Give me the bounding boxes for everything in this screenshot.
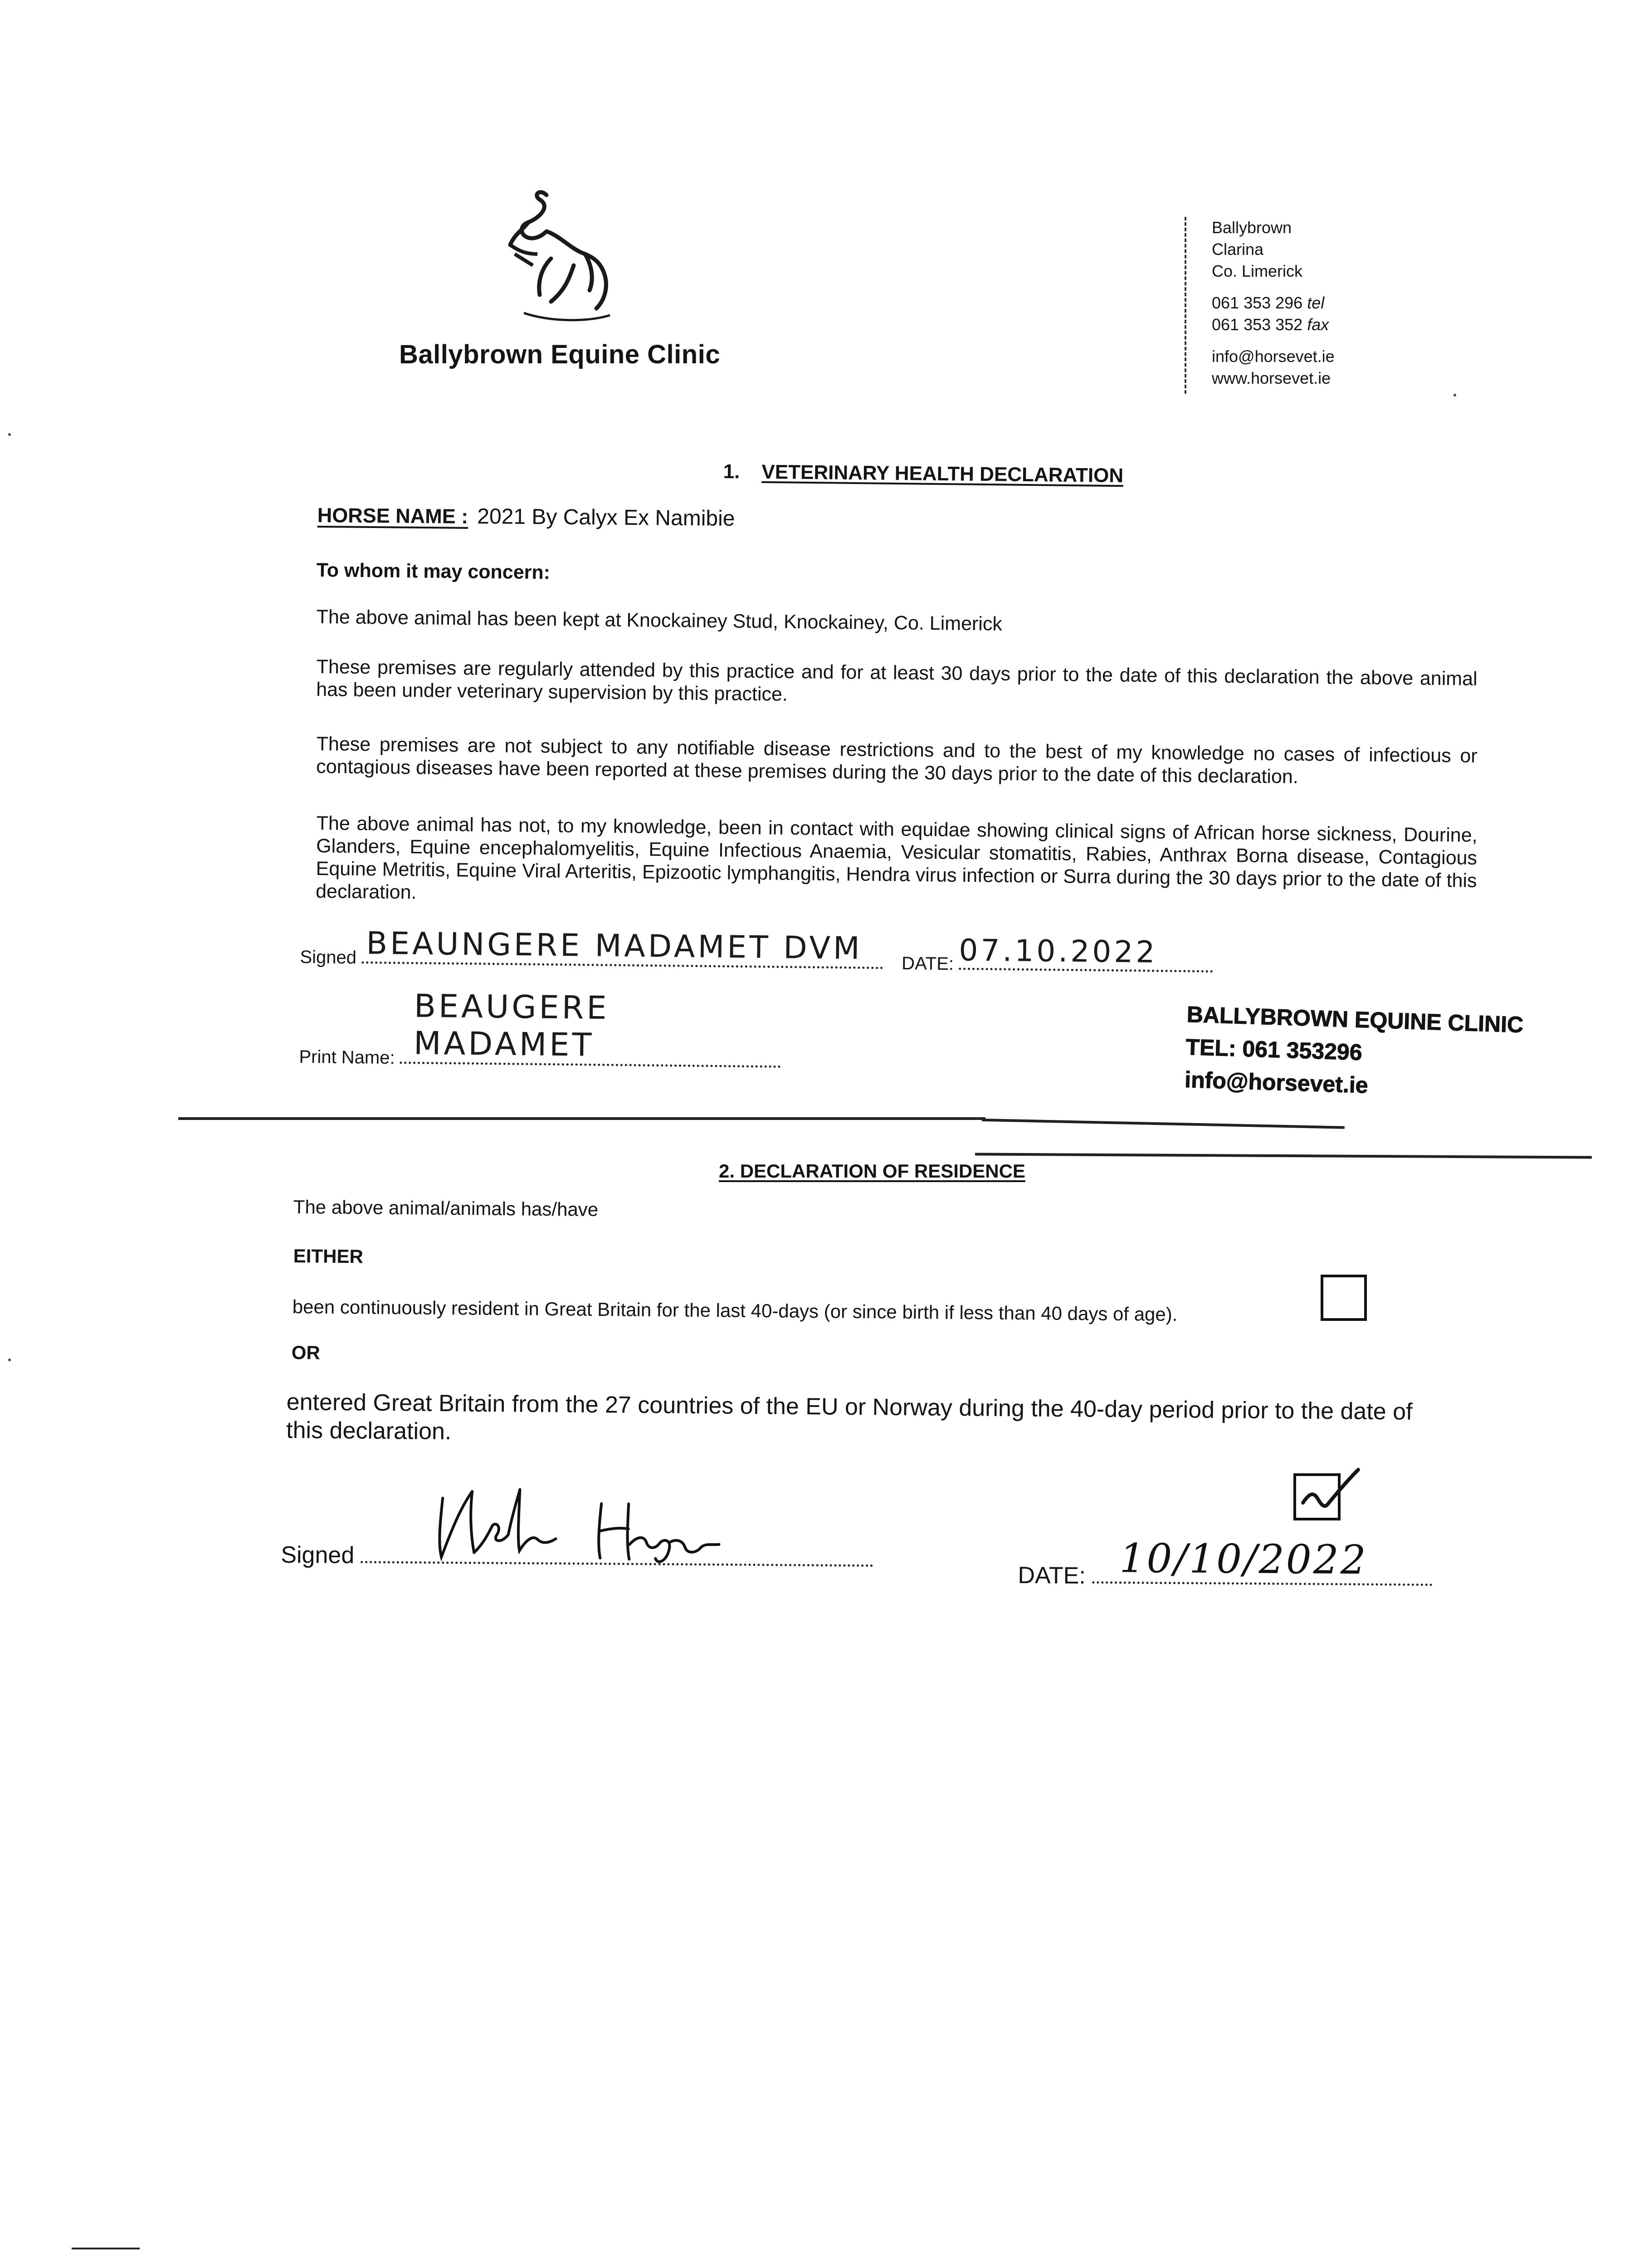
section-divider-right	[975, 1153, 1592, 1158]
scan-speck	[8, 1359, 11, 1361]
owner-signature-scribble-icon	[429, 1484, 738, 1568]
check-mark-icon	[1295, 1463, 1363, 1522]
section-1-heading: 1. VETERINARY HEALTH DECLARATION	[723, 460, 1124, 487]
print-name-value: BEAUGERE MADAMET	[413, 987, 610, 1064]
option-2-text: entered Great Britain from the 27 countries of the EU or Norway during the 40-day period prior to the date of this declaration.	[286, 1389, 1413, 1445]
either-label: EITHER	[293, 1245, 364, 1267]
owner-date-value: 10/10/2022	[1119, 1535, 1368, 1584]
salutation: To whom it may concern:	[316, 559, 551, 584]
clinic-name: Ballybrown Equine Clinic	[399, 340, 721, 369]
address-line-3: Co. Limerick	[1212, 262, 1303, 280]
owner-date-field[interactable]	[1092, 1535, 1433, 1586]
owner-signature-field[interactable]	[361, 1511, 874, 1567]
stamp-line-2: TEL: 061 353296	[1185, 1034, 1363, 1066]
paragraph-no-contact: The above animal has not, to my knowledge, been in contact with equidae showing clinical signs of African horse sickness, Dourine, Glanders, Equine encephalomyelitis, Equine Infectious Anaemia, Vesicular stomatitis, Rabies, Anthrax Borna disease, Contagious Equine Metritis, Equine Viral Arteritis, Epizootic lymphangitis, Hendra virus infection or Surra during the 30 days prior to the date of this declaration.	[315, 812, 1478, 904]
owner-date-label: DATE:	[1018, 1562, 1086, 1589]
footer-line	[72, 2248, 140, 2249]
vet-date-field[interactable]	[959, 933, 1213, 973]
owner-signed-label: Signed	[281, 1541, 355, 1569]
date-label: DATE:	[901, 953, 954, 974]
vet-date-value: 07.10.2022	[959, 933, 1158, 970]
paragraph-supervision: These premises are regularly attended by this practice and for at least 30 days prior to the date of this declaration the above animal has been under veterinary supervision by this practice.	[316, 656, 1478, 705]
print-name-label: Print Name:	[299, 1046, 395, 1068]
section-2-heading: 2. DECLARATION OF RESIDENCE	[719, 1160, 1025, 1182]
clinic-email: info@horsevet.ie	[1212, 347, 1335, 366]
owner-signature-row	[281, 1510, 873, 1573]
option-1-text: been continuously resident in Great Britain for the last 40-days (or since birth if less than 40 days of age).	[292, 1296, 1178, 1325]
address-line-1: Ballybrown	[1212, 218, 1292, 237]
print-name-row	[299, 987, 781, 1072]
horse-name-value: 2021 By Calyx Ex Namibie	[477, 504, 735, 531]
fax-line: 061 353 352 fax	[1212, 315, 1329, 334]
paragraph-kept-at: The above animal has been kept at Knockainey Stud, Knockainey, Co. Limerick	[316, 606, 1003, 635]
horse-logo-icon	[497, 186, 615, 327]
owner-date-row	[1018, 1535, 1432, 1592]
telephone-line: 061 353 296 tel	[1212, 293, 1325, 312]
horse-name-row	[317, 503, 735, 531]
stamp-line-1: BALLYBROWN EQUINE CLINIC	[1186, 1001, 1524, 1038]
vet-signature-row	[300, 925, 1213, 977]
signed-label: Signed	[300, 947, 357, 968]
stamp-line-3: info@horsevet.ie	[1184, 1066, 1369, 1098]
paragraph-no-restrictions: These premises are not subject to any notifiable disease restrictions and to the best of my knowledge no cases of infectious or contagious diseases have been reported at these premises during the 30 days prior to the date of this declaration.	[316, 733, 1478, 788]
address-divider	[1185, 217, 1186, 394]
clinic-website: www.horsevet.ie	[1212, 369, 1331, 387]
address-block	[1212, 217, 1335, 389]
option-1-checkbox[interactable]	[1321, 1275, 1367, 1321]
scan-speck	[1453, 394, 1456, 396]
address-line-2: Clarina	[1212, 240, 1264, 259]
or-label: OR	[291, 1342, 320, 1364]
vet-signature-field[interactable]	[361, 925, 883, 969]
residence-intro: The above animal/animals has/have	[293, 1196, 599, 1220]
horse-name-label: HORSE NAME :	[317, 503, 468, 528]
print-name-field[interactable]	[400, 987, 781, 1068]
section-divider-left	[178, 1117, 985, 1120]
vet-signature-value: BEAUNGERE MADAMET DVM	[366, 925, 863, 967]
section-divider-slope	[982, 1119, 1345, 1129]
scan-speck	[8, 433, 11, 436]
clinic-stamp	[1184, 998, 1524, 1106]
